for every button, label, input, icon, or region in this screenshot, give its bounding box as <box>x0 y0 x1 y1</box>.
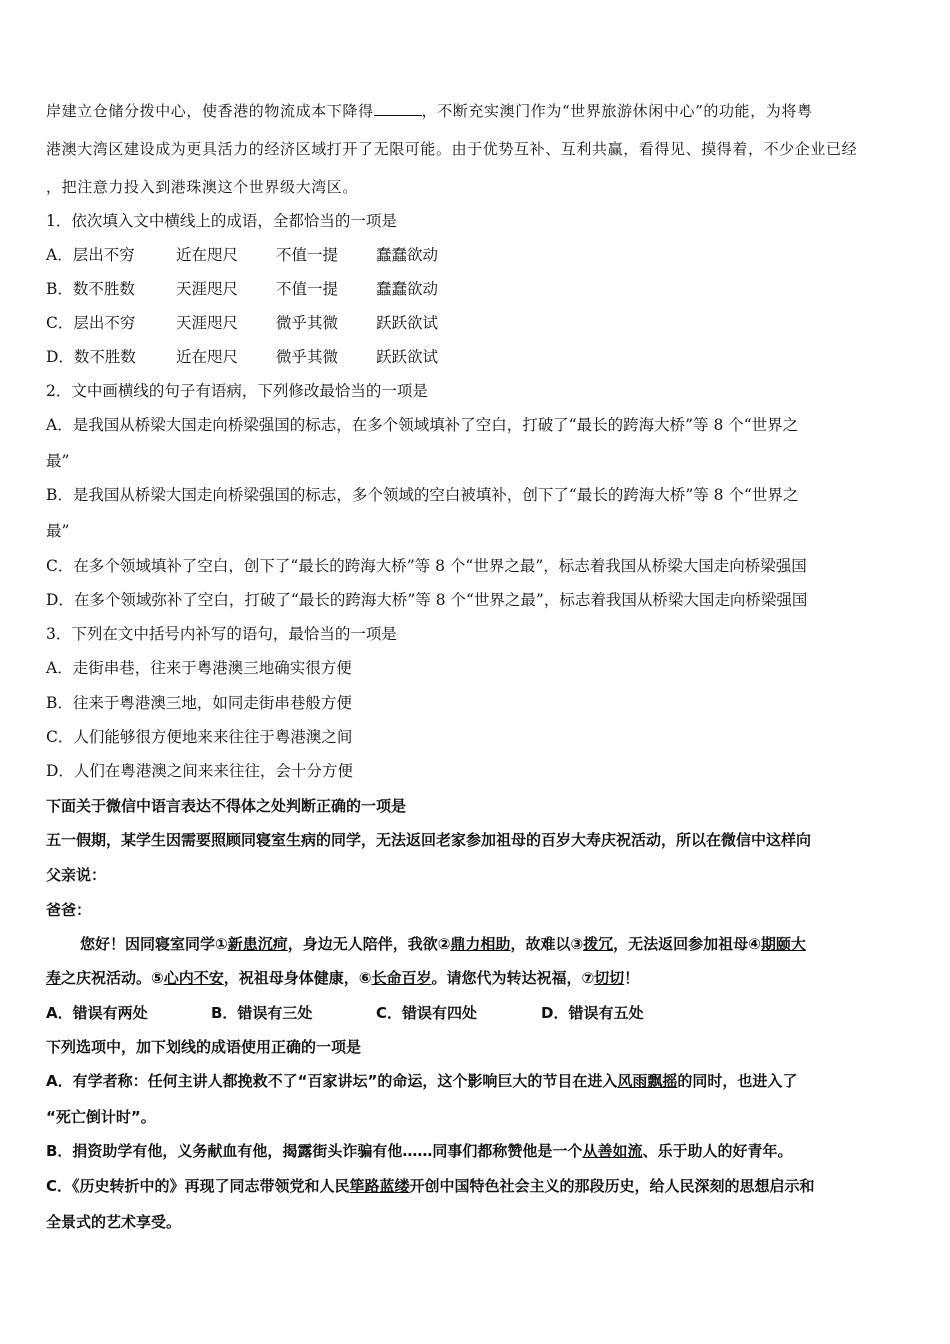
question-2-option-a-cont: 最” <box>46 452 70 470</box>
message-text: ！ <box>624 969 640 987</box>
option-word: 不值一提 <box>276 280 339 298</box>
message-greeting: 爸爸： <box>46 901 92 919</box>
passage-line-1 <box>46 100 910 122</box>
question-2-option-d: D．在多个领域弥补了空白，打破了“最长的跨海大桥”等 8 个“世界之最”，标志着我国从桥梁大国走向桥梁强国 <box>46 591 808 609</box>
question-3-stem: 3．下列在文中括号内补写的语句，最恰当的一项是 <box>46 625 397 643</box>
question-2-option-b: B．是我国从桥梁大国走向桥梁强国的标志，多个领域的空白被填补，创下了“最长的跨海大桥”等 8 个“世界之 <box>46 486 799 504</box>
question-2-stem: 2．文中画横线的句子有语病，下列修改最恰当的一项是 <box>46 382 428 400</box>
option-text: 开创中国特色社会主义的那段历史，给人民深刻的思想启示和 <box>409 1177 815 1195</box>
option-label: B．数不胜数 <box>46 280 135 298</box>
message-body-line-2 <box>46 967 910 989</box>
fill-blank <box>374 101 422 116</box>
question-4-option-b: B．错误有三处 <box>211 1004 313 1022</box>
message-text: 。请您代为转达祝福，⑦ <box>431 969 595 987</box>
question-1-option-a <box>46 244 910 266</box>
question-5-option-a <box>46 1070 910 1092</box>
option-text: B．捐资助学有他，义务献血有他，揭露街头诈骗有他……同事们都称赞他是一个 <box>46 1142 583 1160</box>
passage-line-3: ，把注意力投入到港珠澳这个世界级大湾区。 <box>46 178 359 196</box>
option-label: A．层出不穷 <box>46 246 135 264</box>
underlined-phrase: 长命百岁 <box>371 969 432 987</box>
option-word: 蠢蠢欲动 <box>376 246 439 264</box>
option-word: 近在咫尺 <box>176 348 239 366</box>
option-word: 天涯咫尺 <box>176 280 239 298</box>
option-word: 近在咫尺 <box>176 246 239 264</box>
question-4-option-a: A．错误有两处 <box>46 1004 148 1022</box>
option-label: D．数不胜数 <box>46 348 136 366</box>
underlined-phrase: 新患沉疴 <box>227 935 288 953</box>
question-2-option-a: A．是我国从桥梁大国走向桥梁强国的标志，在多个领域填补了空白，打破了“最长的跨海大桥”等 8 个“世界之 <box>46 416 799 434</box>
option-word: 微乎其微 <box>276 314 339 332</box>
option-text: C．《历史转折中的》再现了同志带领党和人民 <box>46 1177 350 1195</box>
message-text: 您好！因同寝室同学① <box>80 935 228 953</box>
question-3-option-a: A．走街串巷，往来于粤港澳三地确实很方便 <box>46 659 352 677</box>
question-4-intro-cont: 父亲说： <box>46 866 107 884</box>
message-text: 之庆祝活动。⑤ <box>61 969 164 987</box>
question-2-option-b-cont: 最” <box>46 522 70 540</box>
question-5-option-c-cont: 全景式的艺术享受。 <box>46 1213 182 1231</box>
question-3-option-d: D．人们在粤港澳之间来来往往，会十分方便 <box>46 762 353 780</box>
underlined-phrase: 拨冗 <box>583 935 614 953</box>
question-2-option-c: C．在多个领域填补了空白，创下了“最长的跨海大桥”等 8 个“世界之最”，标志着我国从桥梁大国走向桥梁强国 <box>46 557 807 575</box>
question-3-option-b: B．往来于粤港澳三地，如同走街串巷般方便 <box>46 694 352 712</box>
option-text: A．有学者称：任何主讲人都挽救不了“百家讲坛”的命运，这个影响巨大的节目在进入 <box>46 1072 618 1090</box>
question-1-option-b <box>46 278 910 300</box>
option-word: 微乎其微 <box>276 348 339 366</box>
option-text: 的同时，也进入了 <box>677 1072 798 1090</box>
question-5-stem: 下列选项中，加下划线的成语使用正确的一项是 <box>46 1038 362 1056</box>
option-word: 跃跃欲试 <box>376 348 439 366</box>
question-3-option-c: C．人们能够很方便地来来往往于粤港澳之间 <box>46 728 353 746</box>
underlined-phrase: 寿 <box>46 969 62 987</box>
option-label: C．层出不穷 <box>46 314 136 332</box>
passage-line-2: 港澳大湾区建设成为更具活力的经济区域打开了无限可能。由于优势互补、互利共赢，看得见、摸得着，不少企业已经 <box>46 140 858 158</box>
underlined-idiom: 风雨飘摇 <box>617 1072 678 1090</box>
question-1-stem: 1．依次填入文中横线上的成语，全都恰当的一项是 <box>46 212 397 230</box>
underlined-phrase: 切切 <box>594 969 625 987</box>
option-word: 跃跃欲试 <box>376 314 439 332</box>
question-5-option-c <box>46 1175 910 1197</box>
question-4-options <box>46 1002 910 1024</box>
message-text: ，身边无人陪伴，我欲② <box>287 935 451 953</box>
question-4-intro: 五一假期，某学生因需要照顾同寝室生病的同学，无法返回老家参加祖母的百岁大寿庆祝活动，所以在微信中这样向 <box>46 831 812 849</box>
question-5-option-b <box>46 1140 910 1162</box>
message-text: ，故难以③ <box>510 935 584 953</box>
question-5-option-a-cont: “死亡倒计时”。 <box>46 1108 156 1126</box>
question-1-option-c <box>46 312 910 334</box>
option-word: 不值一提 <box>276 246 339 264</box>
option-text: 、乐于助人的好青年。 <box>642 1142 793 1160</box>
option-word: 天涯咫尺 <box>176 314 239 332</box>
underlined-phrase: 期颐大 <box>760 935 806 953</box>
message-text: ，祝祖母身体健康，⑥ <box>223 969 372 987</box>
underlined-phrase: 鼎力相助 <box>450 935 511 953</box>
underlined-phrase: 心内不安 <box>163 969 224 987</box>
passage-text: ，不断充实澳门作为“世界旅游休闲中心”的功能，为将粤 <box>421 102 813 120</box>
question-1-option-d <box>46 346 910 368</box>
underlined-idiom: 从善如流 <box>582 1142 643 1160</box>
message-body-line-1 <box>46 933 910 955</box>
question-4-stem: 下面关于微信中语言表达不得体之处判断正确的一项是 <box>46 797 407 815</box>
question-4-option-c: C．错误有四处 <box>376 1004 478 1022</box>
underlined-idiom: 筚路蓝缕 <box>349 1177 410 1195</box>
passage-text: 岸建立仓储分拨中心，使香港的物流成本下降得 <box>46 102 374 120</box>
message-text: ，无法返回参加祖母④ <box>613 935 761 953</box>
option-word: 蠢蠢欲动 <box>376 280 439 298</box>
question-4-option-d: D．错误有五处 <box>541 1004 644 1022</box>
